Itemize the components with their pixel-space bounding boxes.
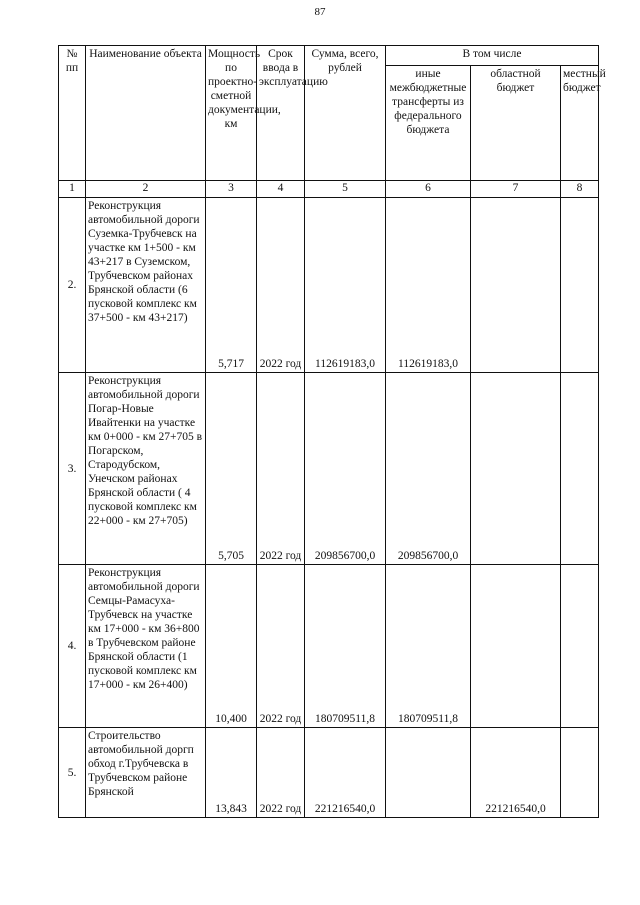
regional-value — [471, 198, 561, 373]
row-number: 4. — [59, 565, 86, 728]
sum-value: 209856700,0 — [305, 373, 386, 565]
page-number: 87 — [314, 6, 326, 18]
regional-value — [471, 565, 561, 728]
header-power: Мощность по проектно-сметной документации, км — [206, 46, 257, 181]
header-sub-federal: иные межбюджетные трансферты из федерального бюджета — [386, 66, 471, 181]
local-value — [561, 373, 599, 565]
row-number: 2. — [59, 198, 86, 373]
term-value: 2022 год — [257, 198, 305, 373]
row-number: 3. — [59, 373, 86, 565]
header-term: Срок ввода в эксплуатацию — [257, 46, 305, 181]
header-num: № пп — [59, 46, 86, 181]
federal-value: 209856700,0 — [386, 373, 471, 565]
sum-value: 221216540,0 — [305, 728, 386, 818]
col-number: 7 — [471, 181, 561, 198]
table-row — [59, 373, 599, 565]
col-number: 4 — [257, 181, 305, 198]
federal-value: 112619183,0 — [386, 198, 471, 373]
col-number: 8 — [561, 181, 599, 198]
col-number: 6 — [386, 181, 471, 198]
table-row — [59, 728, 599, 818]
sum-value: 112619183,0 — [305, 198, 386, 373]
term-value: 2022 год — [257, 373, 305, 565]
header-sub-regional: областной бюджет — [471, 66, 561, 181]
col-number: 3 — [206, 181, 257, 198]
federal-value: 180709511,8 — [386, 565, 471, 728]
sum-value: 180709511,8 — [305, 565, 386, 728]
object-name: Реконструкция автомобильной дороги Суземка-Трубчевск на участке км 1+500 - км 43+217 в Суземском, Трубчевском районах Брянской области (6 пусковой комплекс км 37+500 - км 43+217) — [86, 198, 206, 373]
col-number: 1 — [59, 181, 86, 198]
object-name: Реконструкция автомобильной дороги Семцы-Рамасуха-Трубчевск на участке км 17+000 - км 36+800 в Трубчевском районе Брянской области (1 пусковой комплекс км 17+000 - км 26+400) — [86, 565, 206, 728]
term-value: 2022 год — [257, 728, 305, 818]
objects-table — [58, 45, 606, 818]
term-value: 2022 год — [257, 565, 305, 728]
object-name: Строительство автомобильной доргп обход г.Трубчевска в Трубчевском районе Брянской — [86, 728, 206, 818]
power-value: 13,843 — [206, 728, 257, 818]
header-sub-local: местный бюджет — [561, 66, 599, 181]
federal-value — [386, 728, 471, 818]
header-name: Наименование объекта — [86, 46, 206, 181]
regional-value — [471, 373, 561, 565]
local-value — [561, 728, 599, 818]
header-incl: В том числе — [386, 46, 599, 66]
table-row — [59, 565, 599, 728]
col-number: 2 — [86, 181, 206, 198]
regional-value: 221216540,0 — [471, 728, 561, 818]
row-number: 5. — [59, 728, 86, 818]
header-row-top — [59, 46, 599, 66]
power-value: 10,400 — [206, 565, 257, 728]
object-name: Реконструкция автомобильной дороги Погар-Новые Ивайтенки на участке км 0+000 - км 27+705 в Погарском, Стародубском, Унечском районах Брянской области ( 4 пусковой комплекс км 22+000 - км 27+705) — [86, 373, 206, 565]
table-row — [59, 198, 599, 373]
power-value: 5,705 — [206, 373, 257, 565]
local-value — [561, 565, 599, 728]
col-number: 5 — [305, 181, 386, 198]
power-value: 5,717 — [206, 198, 257, 373]
column-number-row — [59, 181, 599, 198]
header-sum: Сумма, всего, рублей — [305, 46, 386, 181]
local-value — [561, 198, 599, 373]
